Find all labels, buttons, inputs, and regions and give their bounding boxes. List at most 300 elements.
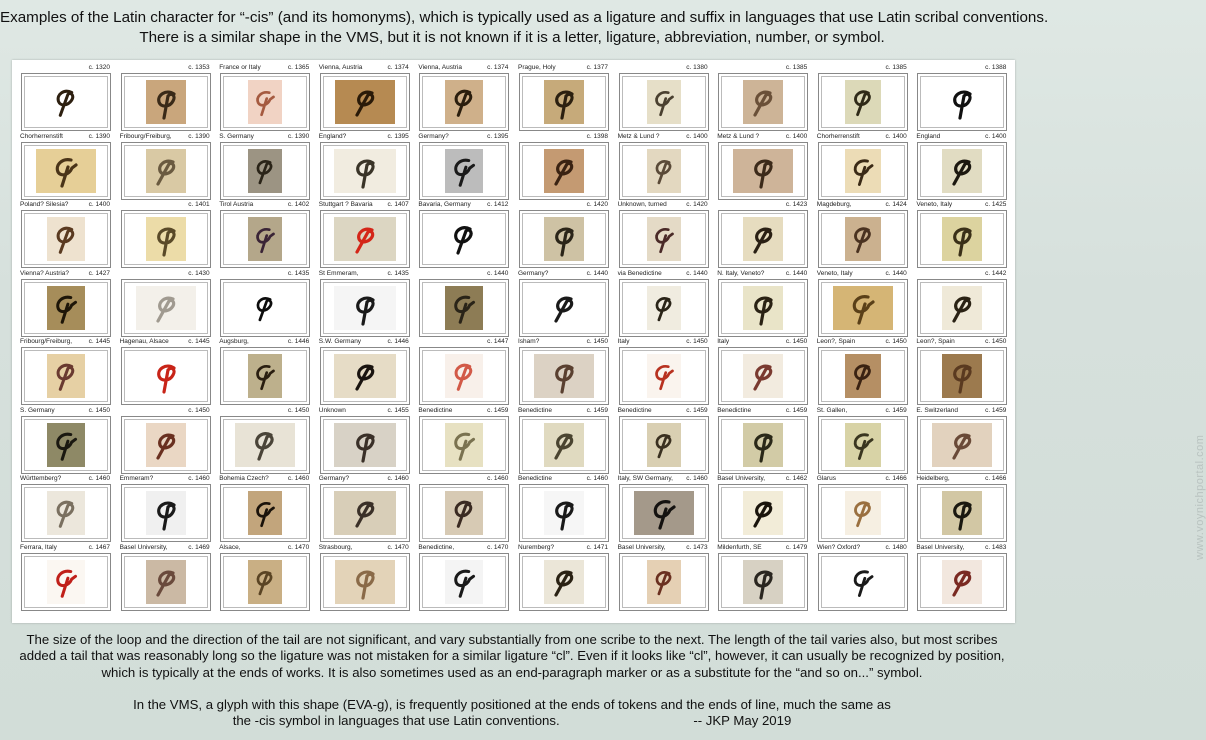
sample-caption bbox=[815, 543, 911, 552]
sample-frame bbox=[718, 73, 808, 131]
manuscript-sample-image bbox=[845, 354, 881, 398]
cis-ligature-glyph bbox=[235, 423, 295, 467]
sample-date: c. 1460 bbox=[686, 475, 708, 482]
sample-frame bbox=[121, 73, 211, 131]
sample-date: c. 1400 bbox=[985, 132, 1007, 140]
manuscript-sample-image bbox=[146, 354, 186, 398]
sample-cell bbox=[217, 63, 313, 133]
cis-ligature-glyph bbox=[445, 149, 483, 193]
cis-ligature-glyph bbox=[647, 149, 681, 193]
sample-location: Chorherrenstift bbox=[816, 132, 860, 140]
sample-date: c. 1442 bbox=[985, 269, 1007, 277]
sample-location: S.W. Germany bbox=[318, 338, 362, 345]
sample-cell bbox=[815, 63, 911, 133]
sample-caption bbox=[516, 474, 612, 483]
manuscript-sample-image bbox=[146, 423, 186, 467]
sample-cell bbox=[914, 474, 1010, 544]
sample-caption bbox=[18, 543, 114, 552]
manuscript-sample-image bbox=[833, 286, 893, 330]
sample-caption bbox=[416, 543, 512, 552]
manuscript-sample-image bbox=[136, 286, 196, 330]
sample-date: c. 1459 bbox=[985, 406, 1007, 414]
sample-date: c. 1460 bbox=[387, 475, 409, 482]
cis-ligature-glyph bbox=[942, 354, 982, 398]
manuscript-sample-image bbox=[733, 149, 793, 193]
sample-location: Benedictine bbox=[518, 475, 552, 482]
cis-ligature-glyph bbox=[845, 423, 881, 467]
sample-date: c. 1460 bbox=[287, 475, 310, 482]
manuscript-sample-image bbox=[942, 149, 982, 193]
sample-frame bbox=[21, 279, 111, 337]
sample-date: c. 1440 bbox=[586, 269, 608, 277]
sample-frame bbox=[619, 416, 709, 474]
sample-caption bbox=[914, 543, 1010, 552]
sample-location: Germany? bbox=[518, 269, 549, 277]
sample-frame bbox=[121, 210, 211, 268]
sample-date: c. 1446 bbox=[287, 338, 310, 345]
manuscript-sample-image bbox=[146, 80, 186, 124]
cis-ligature-glyph bbox=[743, 217, 783, 261]
sample-caption bbox=[616, 63, 712, 72]
sample-date: c. 1390 bbox=[188, 132, 210, 140]
cis-ligature-glyph bbox=[47, 286, 85, 330]
sample-cell bbox=[616, 543, 712, 613]
sample-caption bbox=[616, 269, 712, 278]
sample-caption bbox=[616, 337, 712, 346]
sample-location: Leon?, Spain bbox=[816, 338, 856, 345]
manuscript-sample-image bbox=[544, 217, 584, 261]
sample-frame bbox=[718, 553, 808, 611]
sample-location: Vienna, Austria bbox=[418, 64, 462, 71]
sample-caption bbox=[317, 543, 413, 552]
manuscript-sample-image bbox=[445, 286, 483, 330]
manuscript-sample-image bbox=[445, 491, 483, 535]
cis-ligature-glyph bbox=[544, 560, 584, 604]
sample-location: Fribourg/Freiburg, bbox=[119, 132, 172, 140]
sample-cell bbox=[715, 269, 811, 339]
manuscript-sample-image bbox=[647, 149, 681, 193]
sample-date: c. 1450 bbox=[686, 338, 708, 345]
manuscript-sample-image bbox=[845, 491, 881, 535]
sample-location: Mildenfurth, SE bbox=[717, 543, 762, 551]
sample-caption bbox=[416, 474, 512, 483]
sample-cell bbox=[516, 543, 612, 613]
sample-frame bbox=[917, 73, 1007, 131]
manuscript-sample-image bbox=[445, 354, 483, 398]
sample-date: c. 1459 bbox=[586, 406, 608, 414]
sample-cell bbox=[217, 269, 313, 339]
sample-frame bbox=[419, 73, 509, 131]
manuscript-sample-image bbox=[146, 491, 186, 535]
manuscript-sample-image bbox=[743, 286, 783, 330]
manuscript-sample-image bbox=[743, 423, 783, 467]
cis-ligature-glyph bbox=[647, 286, 681, 330]
sample-caption bbox=[217, 406, 313, 415]
sample-location: Heidelberg, bbox=[916, 475, 950, 482]
cis-ligature-glyph bbox=[544, 217, 584, 261]
manuscript-sample-image bbox=[335, 80, 395, 124]
sample-frame bbox=[917, 416, 1007, 474]
manuscript-sample-image bbox=[334, 149, 396, 193]
sample-cell bbox=[18, 474, 114, 544]
sample-cell bbox=[416, 269, 512, 339]
sample-date: c. 1459 bbox=[785, 406, 808, 414]
manuscript-sample-image bbox=[544, 423, 584, 467]
cis-ligature-glyph bbox=[647, 423, 681, 467]
cis-ligature-glyph bbox=[434, 217, 494, 261]
cis-ligature-glyph bbox=[534, 354, 594, 398]
sample-cell bbox=[516, 406, 612, 476]
sample-caption bbox=[516, 200, 612, 209]
sample-caption bbox=[914, 474, 1010, 483]
manuscript-sample-image bbox=[647, 560, 681, 604]
cis-ligature-glyph bbox=[146, 354, 186, 398]
signature: -- JKP May 2019 bbox=[693, 713, 792, 729]
sample-location: Benedictine bbox=[518, 406, 552, 414]
sample-location: Bohemia Czech? bbox=[219, 475, 269, 482]
sample-location: Leon?, Spain bbox=[916, 338, 955, 345]
sample-frame bbox=[121, 484, 211, 542]
sample-caption bbox=[516, 406, 612, 415]
sample-date: c. 1374 bbox=[487, 64, 509, 71]
sample-caption bbox=[815, 269, 911, 278]
sample-frame bbox=[320, 210, 410, 268]
sample-frame bbox=[917, 210, 1007, 268]
sample-cell bbox=[217, 132, 313, 202]
sample-caption bbox=[616, 474, 712, 483]
sample-frame bbox=[519, 142, 609, 200]
sample-caption bbox=[118, 543, 214, 552]
sample-date: c. 1450 bbox=[188, 406, 210, 414]
manuscript-sample-image bbox=[445, 149, 483, 193]
sample-cell bbox=[217, 337, 313, 407]
sample-frame bbox=[121, 416, 211, 474]
manuscript-sample-image bbox=[647, 217, 681, 261]
sample-date: c. 1455 bbox=[387, 406, 409, 414]
manuscript-sample-image bbox=[334, 423, 396, 467]
sample-caption bbox=[118, 63, 214, 72]
manuscript-sample-image bbox=[845, 423, 881, 467]
sample-frame bbox=[718, 279, 808, 337]
sample-caption bbox=[217, 337, 313, 346]
sample-caption bbox=[715, 337, 811, 346]
sample-frame bbox=[419, 210, 509, 268]
sample-frame bbox=[818, 553, 908, 611]
sample-date: c. 1400 bbox=[885, 132, 907, 140]
manuscript-sample-image bbox=[647, 286, 681, 330]
sample-date: c. 1440 bbox=[487, 269, 509, 277]
sample-frame bbox=[718, 142, 808, 200]
sample-date: c. 1445 bbox=[188, 338, 210, 345]
sample-date: c. 1480 bbox=[885, 543, 907, 551]
sample-frame bbox=[818, 210, 908, 268]
sample-frame bbox=[121, 279, 211, 337]
cis-ligature-glyph bbox=[248, 491, 282, 535]
cis-ligature-glyph bbox=[942, 149, 982, 193]
cis-ligature-glyph bbox=[544, 286, 584, 330]
manuscript-sample-image bbox=[544, 491, 584, 535]
sample-cell bbox=[416, 543, 512, 613]
sample-frame bbox=[818, 142, 908, 200]
sample-frame bbox=[320, 142, 410, 200]
sample-location: Strasbourg, bbox=[318, 543, 353, 551]
manuscript-sample-image bbox=[334, 354, 396, 398]
sample-cell bbox=[416, 474, 512, 544]
cis-ligature-glyph bbox=[146, 423, 186, 467]
sample-caption bbox=[616, 132, 712, 141]
sample-location: Isham? bbox=[518, 338, 540, 345]
sample-cell bbox=[118, 337, 214, 407]
sample-date: c. 1420 bbox=[686, 201, 708, 208]
sample-caption bbox=[18, 474, 114, 483]
sample-date: c. 1440 bbox=[785, 269, 808, 277]
sample-cell bbox=[18, 543, 114, 613]
sample-location: Basel University, bbox=[916, 543, 965, 551]
manuscript-sample-image bbox=[248, 149, 282, 193]
sample-caption bbox=[616, 543, 712, 552]
cis-ligature-glyph bbox=[845, 560, 881, 604]
manuscript-sample-image bbox=[845, 80, 881, 124]
manuscript-sample-image bbox=[445, 423, 483, 467]
manuscript-sample-image bbox=[647, 354, 681, 398]
cis-ligature-glyph bbox=[544, 423, 584, 467]
cis-ligature-glyph bbox=[335, 80, 395, 124]
sample-location: Unknown, turned bbox=[617, 201, 667, 208]
sample-cell bbox=[416, 132, 512, 202]
manuscript-sample-image bbox=[743, 491, 783, 535]
sample-date: c. 1483 bbox=[985, 543, 1007, 551]
cis-ligature-glyph bbox=[942, 217, 982, 261]
caption-line-4: In the VMS, a glyph with this shape (EVA-g), is frequently positioned at the ends of tokens and the ends of line, much the same as bbox=[133, 696, 891, 712]
sample-date: c. 1470 bbox=[287, 543, 310, 551]
sample-date: c. 1374 bbox=[387, 64, 409, 71]
sample-caption bbox=[616, 200, 712, 209]
sample-frame bbox=[619, 347, 709, 405]
cis-ligature-glyph bbox=[932, 423, 992, 467]
sample-frame bbox=[718, 347, 808, 405]
sample-cell bbox=[317, 132, 413, 202]
sample-frame bbox=[121, 347, 211, 405]
sample-cell bbox=[317, 474, 413, 544]
sample-location: Hagenau, Alsace bbox=[119, 338, 169, 345]
sample-frame bbox=[519, 73, 609, 131]
sample-frame bbox=[220, 142, 310, 200]
sample-location: Germany? bbox=[318, 475, 350, 482]
sample-caption bbox=[317, 269, 413, 278]
sample-cell bbox=[616, 132, 712, 202]
sample-date: c. 1450 bbox=[785, 338, 808, 345]
caption-line-5: the -cis symbol in languages that use Latin conventions. bbox=[232, 713, 560, 729]
sample-frame bbox=[519, 553, 609, 611]
manuscript-sample-image bbox=[235, 423, 295, 467]
cis-ligature-glyph bbox=[334, 491, 396, 535]
sample-location: Bavaria, Germany bbox=[418, 201, 471, 208]
sample-date: c. 1435 bbox=[387, 269, 409, 277]
sample-date: c. 1353 bbox=[188, 64, 210, 71]
sample-location: Glarus bbox=[816, 475, 836, 482]
sample-cell bbox=[317, 63, 413, 133]
sample-date: c. 1460 bbox=[88, 475, 110, 482]
cis-ligature-glyph bbox=[146, 491, 186, 535]
sample-location: Benedictine bbox=[717, 406, 752, 414]
sample-caption bbox=[18, 63, 114, 72]
sample-cell bbox=[914, 543, 1010, 613]
cis-ligature-glyph bbox=[833, 286, 893, 330]
sample-cell bbox=[715, 200, 811, 270]
sample-caption bbox=[914, 337, 1010, 346]
sample-cell bbox=[516, 337, 612, 407]
sample-cell bbox=[18, 63, 114, 133]
sample-caption bbox=[217, 200, 313, 209]
sample-date: c. 1400 bbox=[88, 201, 110, 208]
sample-frame bbox=[917, 553, 1007, 611]
manuscript-sample-image bbox=[146, 560, 186, 604]
cis-ligature-glyph bbox=[248, 217, 282, 261]
cis-ligature-glyph bbox=[647, 560, 681, 604]
sample-caption bbox=[516, 132, 612, 141]
sample-caption bbox=[317, 132, 413, 141]
sample-caption bbox=[118, 406, 214, 415]
sample-caption bbox=[815, 63, 911, 72]
cis-ligature-glyph bbox=[146, 149, 186, 193]
sample-caption bbox=[317, 406, 413, 415]
cis-ligature-glyph bbox=[733, 149, 793, 193]
sample-cell bbox=[815, 269, 911, 339]
sample-cell bbox=[217, 406, 313, 476]
manuscript-sample-image bbox=[248, 286, 282, 330]
cis-ligature-glyph bbox=[845, 80, 881, 124]
sample-frame bbox=[419, 484, 509, 542]
sample-cell bbox=[118, 269, 214, 339]
sample-date: c. 1450 bbox=[88, 406, 110, 414]
cis-ligature-glyph bbox=[743, 354, 783, 398]
sample-frame bbox=[21, 142, 111, 200]
cis-ligature-glyph bbox=[544, 80, 584, 124]
sample-caption bbox=[317, 200, 413, 209]
cis-ligature-glyph bbox=[47, 560, 85, 604]
sample-date: c. 1479 bbox=[785, 543, 808, 551]
sample-caption bbox=[914, 406, 1010, 415]
sample-location: S. Germany bbox=[20, 406, 55, 414]
sample-location: Basel University, bbox=[617, 543, 666, 551]
caption-line-3: which is typically at the ends of works. It is also sometimes used as an end-paragraph marker or as a substitute for the “and so on...” symbol. bbox=[101, 664, 923, 680]
cis-ligature-glyph bbox=[647, 354, 681, 398]
sample-caption bbox=[118, 474, 214, 483]
sample-cell bbox=[914, 200, 1010, 270]
caption-line-1: The size of the loop and the direction of the tail are not significant, and vary substantially from one scribe to the next. The length of the tail varies also, but most scribes bbox=[26, 632, 998, 647]
sample-date: c. 1460 bbox=[586, 475, 608, 482]
sample-date: c. 1412 bbox=[487, 201, 509, 208]
caption-line-2: added a tail that was reasonably long so the ligature was not mistaken for a similar ligature “cl”. Even if it looks like “cl”, however, it can usually be recognized by position, bbox=[19, 648, 1005, 664]
sample-frame bbox=[619, 210, 709, 268]
sample-date: c. 1469 bbox=[188, 543, 210, 551]
sample-cell bbox=[715, 474, 811, 544]
manuscript-sample-image bbox=[47, 286, 85, 330]
cis-ligature-glyph bbox=[942, 286, 982, 330]
header-title-line-2: There is a similar shape in the VMS, but it is not known if it is a letter, ligature, abbreviation, number, or symbol. bbox=[139, 29, 885, 46]
cis-ligature-glyph bbox=[248, 286, 282, 330]
sample-frame bbox=[419, 347, 509, 405]
sample-caption bbox=[416, 132, 512, 141]
sample-caption bbox=[118, 337, 214, 346]
sample-cell bbox=[516, 474, 612, 544]
sample-cell bbox=[516, 132, 612, 202]
sample-date: c. 1450 bbox=[287, 406, 310, 414]
sample-location: St Emmeram, bbox=[318, 269, 359, 277]
cis-ligature-glyph bbox=[248, 560, 282, 604]
sample-date: c. 1450 bbox=[985, 338, 1007, 345]
sample-cell bbox=[317, 543, 413, 613]
sample-location: Fribourg/Freiburg, bbox=[20, 338, 73, 345]
manuscript-sample-image bbox=[47, 560, 85, 604]
sample-location: Italy, SW Germany, bbox=[617, 475, 673, 482]
sample-date: c. 1440 bbox=[885, 269, 907, 277]
cis-ligature-glyph bbox=[47, 491, 85, 535]
cis-ligature-glyph bbox=[146, 80, 186, 124]
sample-cell bbox=[317, 269, 413, 339]
sample-frame bbox=[519, 416, 609, 474]
sample-cell bbox=[715, 132, 811, 202]
sample-location: England? bbox=[318, 132, 347, 140]
manuscript-sample-image bbox=[146, 149, 186, 193]
manuscript-sample-image bbox=[335, 560, 395, 604]
sample-cell bbox=[715, 543, 811, 613]
sample-caption bbox=[118, 269, 214, 278]
watermark: www.voynichportal.com bbox=[1194, 434, 1206, 560]
sample-caption bbox=[416, 337, 512, 346]
manuscript-sample-image bbox=[942, 354, 982, 398]
sample-frame bbox=[21, 553, 111, 611]
sample-date: c. 1377 bbox=[586, 64, 608, 71]
manuscript-sample-image bbox=[743, 217, 783, 261]
sample-frame bbox=[320, 416, 410, 474]
sample-caption bbox=[715, 474, 811, 483]
sample-caption bbox=[416, 269, 512, 278]
sample-date: c. 1427 bbox=[88, 269, 110, 277]
sample-cell bbox=[715, 63, 811, 133]
sample-frame bbox=[21, 416, 111, 474]
cis-ligature-glyph bbox=[248, 80, 282, 124]
sample-date: c. 1447 bbox=[487, 338, 509, 345]
sample-cell bbox=[18, 269, 114, 339]
sample-frame bbox=[619, 279, 709, 337]
manuscript-sample-image bbox=[942, 491, 982, 535]
sample-location: Italy bbox=[717, 338, 730, 345]
sample-frame bbox=[718, 484, 808, 542]
cis-ligature-glyph bbox=[445, 286, 483, 330]
sample-cell bbox=[815, 337, 911, 407]
manuscript-sample-image bbox=[248, 80, 282, 124]
sample-date: c. 1380 bbox=[686, 64, 708, 71]
sample-cell bbox=[416, 337, 512, 407]
sample-frame bbox=[220, 279, 310, 337]
sample-frame bbox=[21, 73, 111, 131]
sample-date: c. 1430 bbox=[188, 269, 210, 277]
manuscript-sample-image bbox=[647, 423, 681, 467]
manuscript-sample-image bbox=[248, 491, 282, 535]
cis-ligature-glyph bbox=[942, 491, 982, 535]
sample-location: Benedictine, bbox=[418, 543, 455, 551]
cis-ligature-glyph bbox=[335, 560, 395, 604]
sample-date: c. 1402 bbox=[287, 201, 310, 208]
sample-date: c. 1462 bbox=[785, 475, 808, 482]
header-title-line-1: Examples of the Latin character for “-cis” (and its homonyms), which is typically used as a ligature and suffix in languages that use Latin scribal conventions. bbox=[0, 9, 1049, 26]
sample-cell bbox=[416, 63, 512, 133]
manuscript-sample-image bbox=[534, 354, 594, 398]
cis-ligature-glyph bbox=[845, 217, 881, 261]
sample-caption bbox=[815, 406, 911, 415]
sample-location: Unknown bbox=[318, 406, 346, 414]
